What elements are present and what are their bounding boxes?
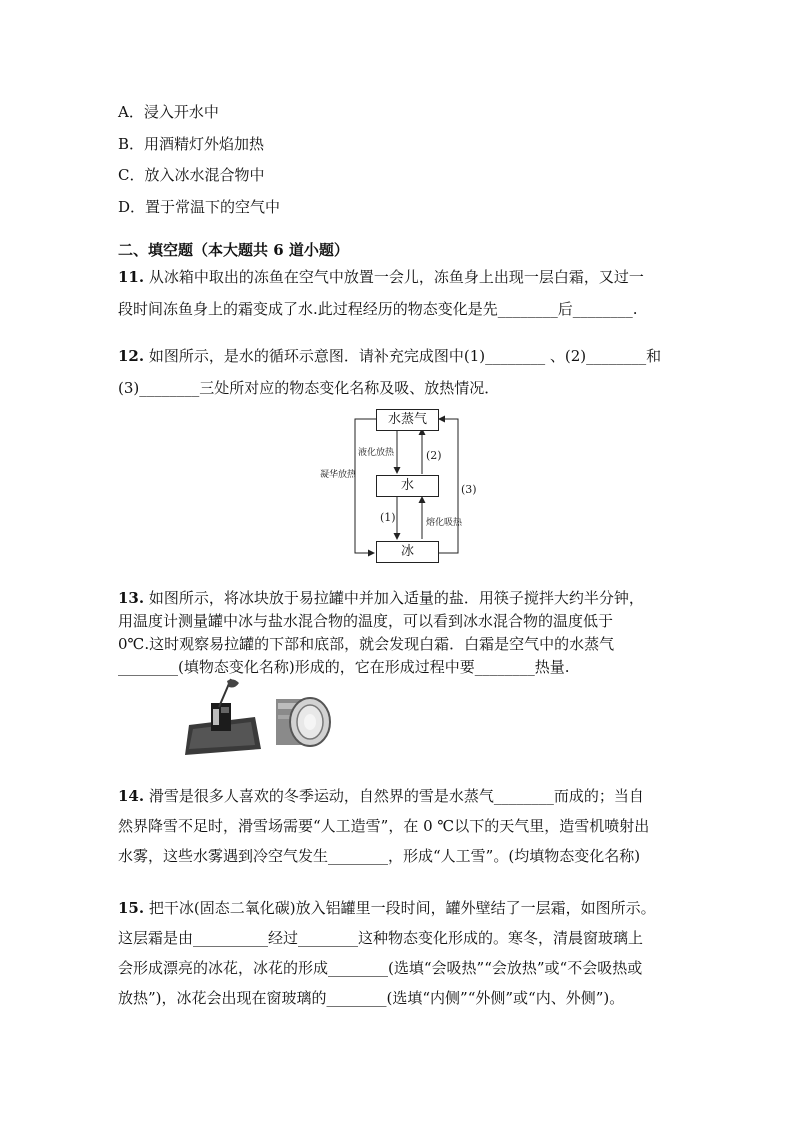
question-12-text-1: 如图所示，是水的循环示意图．请补充完成图中(1)________ 、(2)________和 <box>144 347 662 365</box>
label-num-3: (3) <box>461 483 477 496</box>
question-13-line-1 <box>118 588 644 608</box>
question-11-line-1 <box>118 267 644 287</box>
question-11-line-2: 段时间冻鱼身上的霜变成了水.此过程经历的物态变化是先________后________. <box>118 300 638 318</box>
label-num-1: (1) <box>380 511 396 524</box>
question-13-number: 13. <box>118 589 145 607</box>
question-14-text-1: 滑雪是很多人喜欢的冬季运动，自然界的雪是水蒸气________而成的；当自 <box>144 787 644 805</box>
question-13-line-3: 0℃.这时观察易拉罐的下部和底部，就会发现白霜．白霜是空气中的水蒸气 <box>118 635 615 653</box>
label-deposit: 凝华放热 <box>320 470 357 480</box>
box-water-vapor: 水蒸气 <box>376 409 439 431</box>
question-15-line-2: 这层霜是由__________经过________这种物态变化形成的。寒冬，清晨窗玻璃上 <box>118 929 644 947</box>
photo-can-with-chopstick <box>183 677 263 757</box>
option-a: A．浸入开水中 <box>118 103 219 121</box>
question-15-line-1 <box>118 898 656 918</box>
question-12-line-2: (3)________三处所对应的物态变化名称及吸、放热情况． <box>118 379 500 397</box>
question-13-line-2: 用温度计测量罐中冰与盐水混合物的温度，可以看到冰水混合物的温度低于 <box>118 612 614 630</box>
label-melt: 熔化吸热 <box>426 518 463 528</box>
question-12-number: 12. <box>118 347 145 365</box>
box-water: 水 <box>376 475 439 497</box>
question-14-line-3: 水雾，这些水雾遇到冷空气发生________，形成“人工雪”。(均填物态变化名称) <box>118 847 641 865</box>
box-ice: 冰 <box>376 541 439 563</box>
question-14-line-1 <box>118 786 644 806</box>
arrow-3 <box>437 419 458 553</box>
section-title: 二、填空题（本大题共 6 道小题） <box>118 241 349 259</box>
question-15-number: 15. <box>118 899 145 917</box>
label-liquefy: 液化放热 <box>358 448 395 458</box>
question-13-line-4: ________(填物态变化名称)形成的，它在形成过程中要________热量. <box>118 658 570 676</box>
question-13-text-1: 如图所示，将冰块放于易拉罐中并加入适量的盐．用筷子搅拌大约半分钟， <box>144 589 644 607</box>
label-num-2: (2) <box>426 449 442 462</box>
question-15-text-1: 把干冰(固态二氧化碳)放入铝罐里一段时间，罐外壁结了一层霜，如图所示。 <box>144 899 656 917</box>
question-14-number: 14. <box>118 787 145 805</box>
option-d: D．置于常温下的空气中 <box>118 198 281 216</box>
question-12-line-1 <box>118 346 661 366</box>
arrow-deposit <box>355 419 376 553</box>
question-11-text-1: 从冰箱中取出的冻鱼在空气中放置一会儿，冻鱼身上出现一层白霜，又过一 <box>144 268 644 286</box>
question-14-line-2: 然界降雪不足时，滑雪场需要“人工造雪”，在 0 ℃以下的天气里，造雪机喷射出 <box>118 817 650 835</box>
question-15-line-4: 放热”)，冰花会出现在窗玻璃的________(选填“内侧”“外侧”或“内、外侧”)。 <box>118 989 625 1007</box>
water-cycle-diagram <box>320 405 480 565</box>
option-b: B．用酒精灯外焰加热 <box>118 135 265 153</box>
question-11-number: 11. <box>118 268 145 286</box>
option-c: C．放入冰水混合物中 <box>118 166 265 184</box>
question-15-line-3: 会形成漂亮的冰花，冰花的形成________(选填“会吸热”“会放热”或“不会吸热或 <box>118 959 643 977</box>
photo-can-bottom-frost <box>272 685 334 755</box>
